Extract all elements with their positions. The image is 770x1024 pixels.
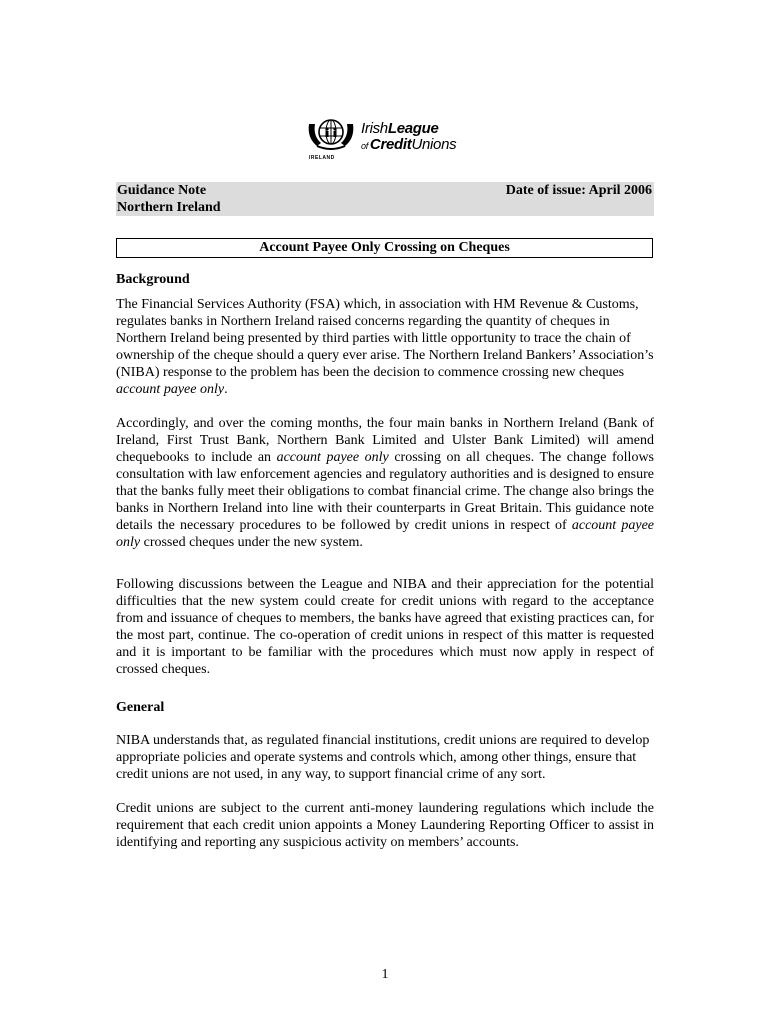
- document-title: Account Payee Only Crossing on Cheques: [116, 238, 653, 258]
- irish-league-of-credit-unions-logo: [303, 116, 473, 164]
- paragraph-3: Following discussions between the League and NIBA and their appreciation for the potential difficulties that the new system could create for credit unions with regard to the acceptance from and issuance of cheques to members, the banks have agreed that existing practices can, for the most part, continue. The co-operation of credit unions in respect of this matter is requested and it is important to be familiar with the procedures which must now apply in respect of crossed cheques.: [116, 577, 654, 677]
- logo-word-of: of: [361, 141, 368, 151]
- document-body: [116, 271, 654, 851]
- logo-wordmark: [361, 121, 456, 154]
- date-of-issue: Date of issue: April 2006: [505, 183, 652, 198]
- paragraph-5: Credit unions are subject to the current anti-money laundering regulations which include the requirement that each credit union appoints a Money Laundering Reporting Officer to assist in identifying and reporting any suspicious activity on members’ accounts.: [116, 801, 654, 850]
- document-header-bar: [116, 182, 654, 216]
- logo-word-credit: Credit: [369, 136, 412, 153]
- general-heading: General: [116, 700, 165, 715]
- logo-word-irish: Irish: [361, 120, 388, 137]
- logo-word-league: League: [387, 120, 439, 137]
- paragraph-1: The Financial Services Authority (FSA) which, in association with HM Revenue & Customs, regulates banks in Northern Ireland raised concerns regarding the quantity of cheques in Northern Ireland being presented by third parties with little opportunity to trace the chain of ownership of the cheque should a query ever arise. The Northern Ireland Bankers’ Association’s (NIBA) response to the problem has been the decision to commence crossing new cheques account payee only.: [116, 297, 654, 397]
- guidance-note-label: Guidance Note: [117, 183, 207, 198]
- logo-country-label: IRELAND: [309, 155, 335, 161]
- hands-globe-emblem-icon: [303, 116, 359, 156]
- page-number: 1: [381, 967, 389, 982]
- paragraph-2: Accordingly, and over the coming months, the four main banks in Northern Ireland (Bank of Ireland, First Trust Bank, Northern Bank Limited and Ulster Bank Limited) will amend chequebooks to include an account payee only crossing on all cheques. The change follows consultation with law enforcement agencies and regulatory authorities and is designed to ensure that the banks fully meet their obligations to combat financial crime. The change also brings the banks in Northern Ireland into line with their counterparts in Great Britain. This guidance note details the necessary procedures to be followed by credit unions in respect of account payee only crossed cheques under the new system.: [116, 416, 655, 550]
- background-heading: Background: [116, 272, 190, 287]
- logo-word-unions: Unions: [411, 136, 457, 153]
- region-label: Northern Ireland: [117, 200, 221, 215]
- paragraph-4: NIBA understands that, as regulated financial institutions, credit unions are required to develop appropriate policies and operate systems and controls which, among other things, ensure that credit unions are not used, in any way, to support financial crime of any sort.: [116, 733, 650, 782]
